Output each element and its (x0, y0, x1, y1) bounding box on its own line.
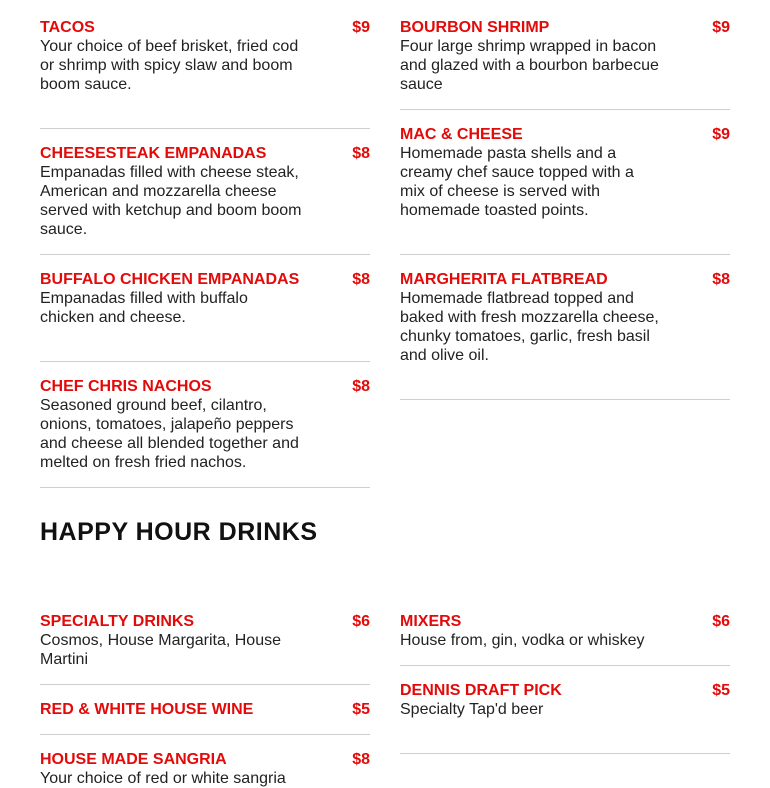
item-name: BOURBON SHRIMP (400, 19, 550, 36)
item-description: Four large shrimp wrapped in bacon and glazed with a bourbon barbecue sauce (400, 38, 659, 93)
item-price: $5 (352, 701, 370, 718)
menu-item-red-white-house-wine (40, 700, 370, 735)
item-price: $9 (712, 19, 730, 36)
item-description: Homemade flatbread topped and baked with fresh mozzarella cheese, chunky tomatoes, garlic, fresh basil and olive oil. (400, 290, 659, 364)
item-description: Homemade pasta shells and a creamy chef sauce topped with a mix of cheese is served with homemade toasted points. (400, 145, 634, 219)
item-name: DENNIS DRAFT PICK (400, 682, 562, 699)
item-name: SPECIALTY DRINKS (40, 613, 195, 630)
menu-item-cheesesteak-empanadas (40, 144, 370, 255)
item-price: $6 (712, 613, 730, 630)
menu-item-buffalo-chicken-empanadas (40, 270, 370, 362)
item-name: MIXERS (400, 613, 462, 630)
menu-item-tacos (40, 18, 370, 129)
menu-item-margherita-flatbread (400, 270, 730, 400)
item-price: $6 (352, 613, 370, 630)
item-name: BUFFALO CHICKEN EMPANADAS (40, 271, 300, 288)
item-name: HOUSE MADE SANGRIA (40, 751, 227, 768)
item-price: $8 (352, 145, 370, 162)
item-name: CHEF CHRIS NACHOS (40, 378, 212, 395)
menu-item-specialty-drinks (40, 612, 370, 685)
item-description: House from, gin, vodka or whiskey (400, 632, 645, 649)
item-name: RED & WHITE HOUSE WINE (40, 701, 254, 718)
menu-item-dennis-draft-pick (400, 681, 730, 754)
item-price: $8 (352, 751, 370, 768)
item-description: Specialty Tap'd beer (400, 701, 544, 718)
item-price: $9 (352, 19, 370, 36)
item-description: Empanadas filled with cheese steak, American and mozzarella cheese served with ketchup and boom boom sauce. (40, 164, 302, 238)
menu-item-mixers (400, 612, 730, 666)
menu-item-chef-chris-nachos (40, 377, 370, 488)
menu-item-house-made-sangria (40, 750, 370, 787)
item-description: Your choice of beef brisket, fried cod or shrimp with spicy slaw and boom boom sauce. (40, 38, 299, 93)
item-description: Empanadas filled with buffalo chicken and cheese. (40, 290, 248, 326)
item-name: MAC & CHEESE (400, 126, 523, 143)
item-description: Cosmos, House Margarita, House Martini (40, 632, 281, 668)
item-price: $8 (712, 271, 730, 288)
item-price: $9 (712, 126, 730, 143)
menu-item-bourbon-shrimp (400, 18, 730, 110)
item-description: Your choice of red or white sangria (40, 770, 286, 787)
item-name: CHEESESTEAK EMPANADAS (40, 145, 267, 162)
item-price: $5 (712, 682, 730, 699)
item-price: $8 (352, 378, 370, 395)
item-name: TACOS (40, 19, 95, 36)
menu-item-mac-and-cheese (400, 125, 730, 255)
item-description: Seasoned ground beef, cilantro, onions, tomatoes, jalapeño peppers and cheese all blended together and melted on fresh fried nachos. (40, 397, 299, 471)
section-heading-happy-hour-drinks: HAPPY HOUR DRINKS (40, 518, 318, 546)
item-price: $8 (352, 271, 370, 288)
item-name: MARGHERITA FLATBREAD (400, 271, 608, 288)
